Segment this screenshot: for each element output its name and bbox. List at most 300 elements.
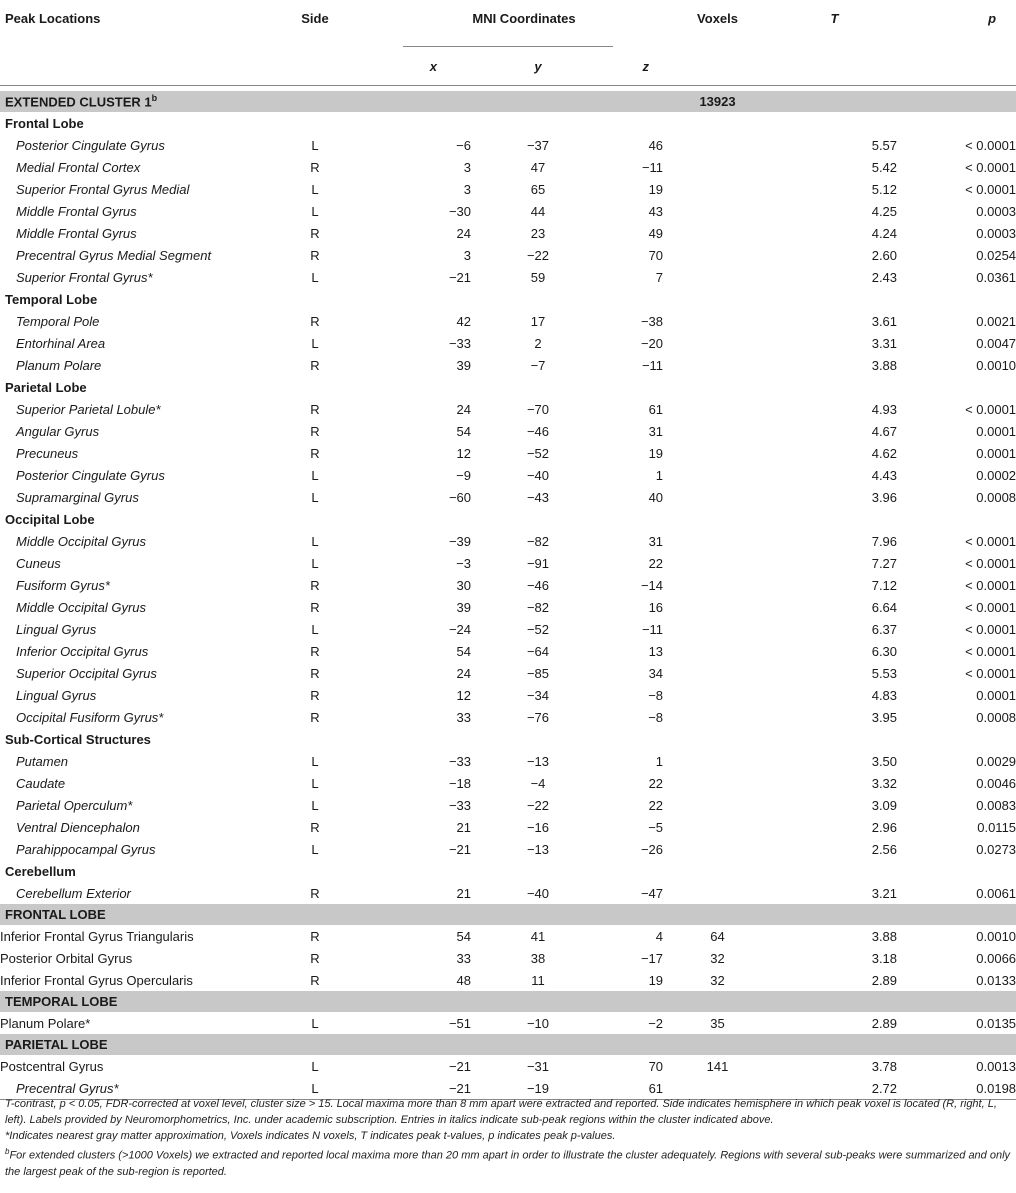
z-cell: −8 (648, 709, 664, 725)
header-mni-coordinates: MNI Coordinates (385, 0, 663, 47)
voxels-cell (663, 618, 772, 640)
cluster-label: EXTENDED CLUSTER 1$^b$ (0, 91, 663, 112)
y-cell: −37 (526, 137, 550, 153)
region-name: Temporal Pole (16, 313, 100, 329)
side-cell: L (311, 181, 319, 197)
x-cell: 30 (456, 577, 471, 593)
table-row (0, 266, 1016, 288)
table-row (0, 882, 1016, 904)
p-cell: 0.0083 (976, 797, 1016, 813)
voxels-cell: 35 (710, 1015, 725, 1031)
side-cell: L (311, 489, 319, 505)
table-row (0, 200, 1016, 222)
x-cell: −39 (448, 533, 471, 549)
y-cell: 11 (531, 972, 545, 988)
x-cell: 54 (456, 928, 471, 944)
t-cell: 3.21 (871, 885, 898, 901)
side-cell: R (310, 313, 320, 329)
x-cell: −33 (448, 797, 471, 813)
t-cell: 5.42 (871, 159, 898, 175)
z-cell: −11 (641, 159, 664, 175)
region-name: Occipital Fusiform Gyrus* (16, 709, 164, 725)
z-cell: 61 (605, 1077, 663, 1100)
x-cell: 54 (456, 423, 471, 439)
region-name: Lingual Gyrus (16, 687, 97, 703)
t-cell: 6.30 (871, 643, 898, 659)
p-cell: 0.0001 (976, 445, 1016, 461)
region-name: Superior Frontal Gyrus* (16, 269, 153, 285)
p-cell: < 0.0001 (965, 665, 1016, 681)
voxels-cell (663, 398, 772, 420)
side-cell: L (311, 621, 319, 637)
table-row (0, 925, 1016, 947)
region-name: Angular Gyrus (16, 423, 100, 439)
t-cell: 2.60 (871, 247, 898, 263)
table-row (0, 947, 1016, 969)
z-cell: −8 (648, 687, 664, 703)
side-cell: R (310, 423, 320, 439)
voxels-cell (663, 684, 772, 706)
voxels-cell (663, 772, 772, 794)
z-cell: 22 (648, 775, 664, 791)
x-cell: 33 (456, 709, 471, 725)
p-cell: 0.0010 (976, 357, 1016, 373)
section-title: Sub-Cortical Structures (5, 731, 151, 747)
cluster-band (0, 991, 1016, 1012)
p-cell: 0.0010 (976, 928, 1016, 944)
p-cell: 0.0008 (976, 709, 1016, 725)
region-name: Superior Frontal Gyrus Medial (16, 181, 190, 197)
region-name: Medial Frontal Cortex (16, 159, 141, 175)
p-cell: 0.0066 (976, 950, 1016, 966)
voxels-cell (663, 640, 772, 662)
x-cell: 24 (456, 665, 471, 681)
table-row (0, 1012, 1016, 1034)
x-cell: 33 (456, 950, 471, 966)
p-cell: 0.0008 (976, 489, 1016, 505)
region-name: Entorhinal Area (16, 335, 106, 351)
table-row (0, 244, 1016, 266)
voxels-cell (663, 750, 772, 772)
voxels-cell (663, 530, 772, 552)
side-cell: L (311, 203, 319, 219)
p-cell: 0.0029 (976, 753, 1016, 769)
z-cell: 19 (648, 445, 664, 461)
table-row (0, 618, 1016, 640)
table-row (0, 222, 1016, 244)
voxels-cell (663, 178, 772, 200)
p-cell: 0.0003 (976, 203, 1016, 219)
voxels-cell (663, 200, 772, 222)
y-cell: −76 (526, 709, 550, 725)
y-cell: 47 (530, 159, 546, 175)
z-cell: 31 (648, 423, 664, 439)
section-title: Parietal Lobe (5, 379, 87, 395)
region-name: Planum Polare (16, 357, 102, 373)
y-cell: 59 (530, 269, 546, 285)
cluster-band (0, 904, 1016, 925)
side-cell: R (310, 928, 320, 944)
side-cell: R (310, 819, 320, 835)
z-cell: 46 (648, 137, 664, 153)
y-cell: −64 (526, 643, 550, 659)
region-name: Ventral Diencephalon (16, 819, 140, 835)
t-cell: 4.83 (871, 687, 898, 703)
side-cell: L (311, 533, 319, 549)
region-name: Postcentral Gyrus (0, 1058, 104, 1074)
z-cell: −14 (640, 577, 664, 593)
y-cell: −10 (526, 1015, 550, 1031)
section-row (0, 508, 1016, 530)
x-cell: −21 (448, 269, 471, 285)
t-cell: 7.27 (871, 555, 898, 571)
y-cell: −40 (526, 467, 550, 483)
z-cell: −20 (640, 335, 664, 351)
x-cell: 54 (456, 643, 471, 659)
p-cell: 0.0135 (976, 1015, 1016, 1031)
side-cell: R (310, 577, 320, 593)
y-cell: 44 (530, 203, 546, 219)
table-row (0, 838, 1016, 860)
p-cell: < 0.0001 (965, 643, 1016, 659)
y-cell: −7 (530, 357, 546, 373)
table-body (0, 86, 1016, 1100)
z-cell: 1 (655, 753, 664, 769)
z-cell: 61 (648, 401, 664, 417)
z-cell: 7 (655, 269, 664, 285)
z-cell: 4 (655, 928, 664, 944)
side-cell: L (311, 335, 319, 351)
x-cell: −51 (448, 1015, 471, 1031)
t-cell: 7.96 (871, 533, 898, 549)
region-name: Cuneus (16, 555, 61, 571)
side-cell: R (310, 643, 320, 659)
y-cell: −46 (526, 577, 550, 593)
region-name: Inferior Frontal Gyrus Opercularis (0, 972, 193, 988)
x-cell: −33 (448, 335, 471, 351)
section-row (0, 376, 1016, 398)
p-cell: 0.0001 (976, 687, 1016, 703)
y-cell: −19 (471, 1077, 605, 1100)
side-cell: L (311, 1058, 319, 1074)
z-cell: −47 (640, 885, 664, 901)
region-name: Middle Occipital Gyrus (16, 533, 147, 549)
cluster-band (0, 1034, 1016, 1055)
p-cell: < 0.0001 (965, 621, 1016, 637)
voxels-cell (663, 266, 772, 288)
p-cell: < 0.0001 (965, 555, 1016, 571)
side-cell: R (310, 599, 320, 615)
region-name: Parietal Operculum* (16, 797, 133, 813)
p-cell: 0.0198 (897, 1077, 1016, 1100)
z-cell: 43 (648, 203, 664, 219)
header-z: z (605, 47, 663, 86)
p-cell: < 0.0001 (965, 181, 1016, 197)
x-cell: −21 (448, 841, 471, 857)
footnote-marker: b (5, 1147, 10, 1156)
side-cell: R (310, 950, 320, 966)
x-cell: 3 (463, 159, 471, 175)
voxels-cell (663, 310, 772, 332)
t-cell: 3.88 (871, 357, 898, 373)
side-cell: L (311, 269, 319, 285)
footnote-2: *Indicates nearest gray matter approximation, Voxels indicates N voxels, T indicates peak t-values, p indicates peak p-values. (5, 1130, 616, 1142)
section-row (0, 288, 1016, 310)
region-name: Middle Frontal Gyrus (16, 203, 137, 219)
y-cell: 65 (530, 181, 546, 197)
z-cell: 13 (648, 643, 664, 659)
t-cell: 4.25 (871, 203, 898, 219)
t-cell: 6.37 (871, 621, 898, 637)
y-cell: −82 (526, 599, 550, 615)
y-cell: 23 (530, 225, 546, 241)
x-cell: 12 (456, 445, 471, 461)
side-cell: R (310, 225, 320, 241)
table-row (0, 442, 1016, 464)
voxels-cell (663, 156, 772, 178)
section-title: Temporal Lobe (5, 291, 98, 307)
p-cell: 0.0061 (976, 885, 1016, 901)
table-row (0, 574, 1016, 596)
voxels-cell (663, 596, 772, 618)
y-cell: −13 (526, 753, 550, 769)
side-cell: R (310, 445, 320, 461)
t-cell: 4.24 (871, 225, 898, 241)
y-cell: −43 (526, 489, 550, 505)
footnote-3: $^b$For extended clusters (>1000 Voxels) we extracted and reported local maxima more than 20 mm apart in order to illustrate the cluster adequately. Regions with several sub-peaks were summarized and only the largest peak of the sub-region is reported. (5, 1147, 1011, 1178)
table-row (0, 486, 1016, 508)
header-x: x (385, 47, 471, 86)
table-row (0, 332, 1016, 354)
table-row (0, 398, 1016, 420)
voxels-cell (663, 838, 772, 860)
cluster-label: FRONTAL LOBE (0, 904, 1016, 925)
section-title: Frontal Lobe (5, 115, 84, 131)
t-cell: 3.61 (871, 313, 898, 329)
section-row (0, 860, 1016, 882)
voxels-cell (663, 574, 772, 596)
table-row (0, 1055, 1016, 1077)
region-name: Precuneus (16, 445, 79, 461)
table-row (0, 684, 1016, 706)
region-name: Putamen (16, 753, 69, 769)
side-cell: R (310, 247, 320, 263)
region-name: Fusiform Gyrus* (16, 577, 110, 593)
t-cell: 5.57 (871, 137, 898, 153)
voxels-cell (663, 464, 772, 486)
table-row (0, 178, 1016, 200)
x-cell: 21 (456, 885, 471, 901)
t-cell: 2.96 (871, 819, 898, 835)
region-name: Precentral Gyrus* (0, 1077, 245, 1100)
side-cell: R (310, 972, 320, 988)
t-cell: 5.12 (871, 181, 898, 197)
x-cell: 39 (456, 599, 471, 615)
z-cell: −5 (648, 819, 664, 835)
x-cell: 12 (456, 687, 471, 703)
voxels-cell (663, 332, 772, 354)
header-blank (663, 47, 772, 86)
footnote-1: T-contrast, p < 0.05, FDR-corrected at voxel level, cluster size > 15. Local maxima more than 8 mm apart were extracted and reported. Side indicates hemisphere in which peak voxel is located (R, right, L, left). Labels provided by Neuromorphometrics, Inc. under academic subscription. Entries in italics indicate sub-peak regions within the cluster indicated above. (5, 1098, 997, 1126)
y-cell: −40 (526, 885, 550, 901)
z-cell: 40 (648, 489, 664, 505)
p-cell: 0.0047 (976, 335, 1016, 351)
p-cell: < 0.0001 (965, 599, 1016, 615)
header-side: Side (301, 11, 329, 26)
x-cell: −60 (448, 489, 471, 505)
y-cell: 2 (534, 335, 542, 351)
region-name: Superior Occipital Gyrus (16, 665, 157, 681)
p-cell: 0.0002 (976, 467, 1016, 483)
t-cell: 2.56 (871, 841, 898, 857)
voxels-cell: 32 (710, 972, 725, 988)
side-cell: L (311, 775, 319, 791)
z-cell: 22 (648, 555, 664, 571)
p-cell: 0.0254 (976, 247, 1016, 263)
side-cell: L (311, 753, 319, 769)
z-cell: −11 (641, 621, 664, 637)
table-row (0, 310, 1016, 332)
z-cell: 1 (655, 467, 664, 483)
x-cell: 24 (456, 225, 471, 241)
header-blank (897, 47, 1016, 86)
header-blank (245, 47, 385, 86)
side-cell: L (311, 1015, 319, 1031)
voxels-cell (663, 816, 772, 838)
x-cell: −21 (385, 1077, 471, 1100)
z-cell: −2 (648, 1015, 664, 1031)
region-name: Inferior Occipital Gyrus (16, 643, 149, 659)
y-cell: −91 (526, 555, 550, 571)
x-cell: −18 (448, 775, 471, 791)
p-cell: < 0.0001 (965, 137, 1016, 153)
region-name: Posterior Orbital Gyrus (0, 950, 133, 966)
t-cell: 3.88 (871, 928, 898, 944)
z-cell: 34 (648, 665, 664, 681)
x-cell: −9 (456, 467, 471, 483)
t-cell: 4.43 (871, 467, 898, 483)
t-cell: 2.43 (871, 269, 898, 285)
p-cell: < 0.0001 (965, 159, 1016, 175)
region-name: Precentral Gyrus Medial Segment (16, 247, 212, 263)
table-row (0, 794, 1016, 816)
y-cell: 38 (530, 950, 546, 966)
t-cell: 6.64 (871, 599, 898, 615)
region-name: Parahippocampal Gyrus (16, 841, 156, 857)
table-row (0, 706, 1016, 728)
voxels-cell (663, 354, 772, 376)
x-cell: 24 (456, 401, 471, 417)
y-cell: 41 (530, 928, 546, 944)
x-cell: −3 (456, 555, 471, 571)
cluster-label: TEMPORAL LOBE (0, 991, 1016, 1012)
region-name: Lingual Gyrus (16, 621, 97, 637)
table-row (0, 134, 1016, 156)
p-cell: 0.0003 (976, 225, 1016, 241)
side-cell: R (310, 687, 320, 703)
t-cell: 3.09 (871, 797, 898, 813)
z-cell: 22 (648, 797, 664, 813)
side-cell: L (311, 137, 319, 153)
p-cell: 0.0273 (976, 841, 1016, 857)
table-row (0, 662, 1016, 684)
region-name: Supramarginal Gyrus (16, 489, 139, 505)
t-cell: 2.89 (871, 972, 898, 988)
t-cell: 2.72 (772, 1077, 897, 1100)
region-name: Middle Frontal Gyrus (16, 225, 137, 241)
t-cell: 4.67 (871, 423, 898, 439)
section-row (0, 728, 1016, 750)
x-cell: −21 (448, 1058, 471, 1074)
cluster-band-extended-1 (0, 91, 1016, 112)
p-cell: 0.0361 (976, 269, 1016, 285)
y-cell: −85 (526, 665, 550, 681)
header-peak-locations: Peak Locations (5, 11, 101, 26)
voxels-cell (663, 134, 772, 156)
header-voxels: Voxels (697, 11, 738, 26)
z-cell: 70 (648, 1058, 664, 1074)
z-cell: 16 (648, 599, 664, 615)
x-cell: −30 (448, 203, 471, 219)
side-cell: R (310, 665, 320, 681)
footnote-marker: b (151, 93, 158, 104)
region-name: Planum Polare* (0, 1015, 91, 1031)
x-cell: −33 (448, 753, 471, 769)
side-cell: R (310, 357, 320, 373)
voxels-cell: 141 (706, 1058, 729, 1074)
section-title: Occipital Lobe (5, 511, 95, 527)
p-cell: 0.0001 (976, 423, 1016, 439)
y-cell: −4 (530, 775, 546, 791)
table-row (0, 816, 1016, 838)
region-name: Posterior Cingulate Gyrus (16, 137, 165, 153)
t-cell: 3.31 (871, 335, 898, 351)
z-cell: −38 (640, 313, 664, 329)
cluster-voxels: 13923 (663, 91, 772, 112)
voxels-cell: 32 (710, 950, 725, 966)
table-footnotes (5, 1096, 1011, 1180)
region-name: Superior Parietal Lobule* (16, 401, 161, 417)
z-cell: −17 (640, 950, 664, 966)
table-row (0, 156, 1016, 178)
side-cell: L (245, 1077, 385, 1100)
y-cell: −22 (526, 247, 550, 263)
x-cell: 42 (456, 313, 471, 329)
voxels-cell (663, 552, 772, 574)
x-cell: 48 (456, 972, 471, 988)
t-cell: 7.12 (871, 577, 898, 593)
table-row (0, 530, 1016, 552)
header-blank (0, 47, 245, 86)
y-cell: −13 (526, 841, 550, 857)
z-cell: 19 (648, 972, 664, 988)
voxels-cell (663, 420, 772, 442)
voxels-cell (663, 706, 772, 728)
y-cell: −52 (526, 445, 550, 461)
header-blank (772, 47, 897, 86)
t-cell: 3.78 (871, 1058, 898, 1074)
side-cell: R (310, 159, 320, 175)
region-name: Middle Occipital Gyrus (16, 599, 147, 615)
voxels-cell (663, 662, 772, 684)
z-cell: 70 (648, 247, 664, 263)
p-cell: < 0.0001 (965, 577, 1016, 593)
x-cell: 39 (456, 357, 471, 373)
region-name: Posterior Cingulate Gyrus (16, 467, 165, 483)
t-cell: 3.96 (871, 489, 898, 505)
table-row (0, 969, 1016, 991)
region-name: Inferior Frontal Gyrus Triangularis (0, 928, 194, 944)
